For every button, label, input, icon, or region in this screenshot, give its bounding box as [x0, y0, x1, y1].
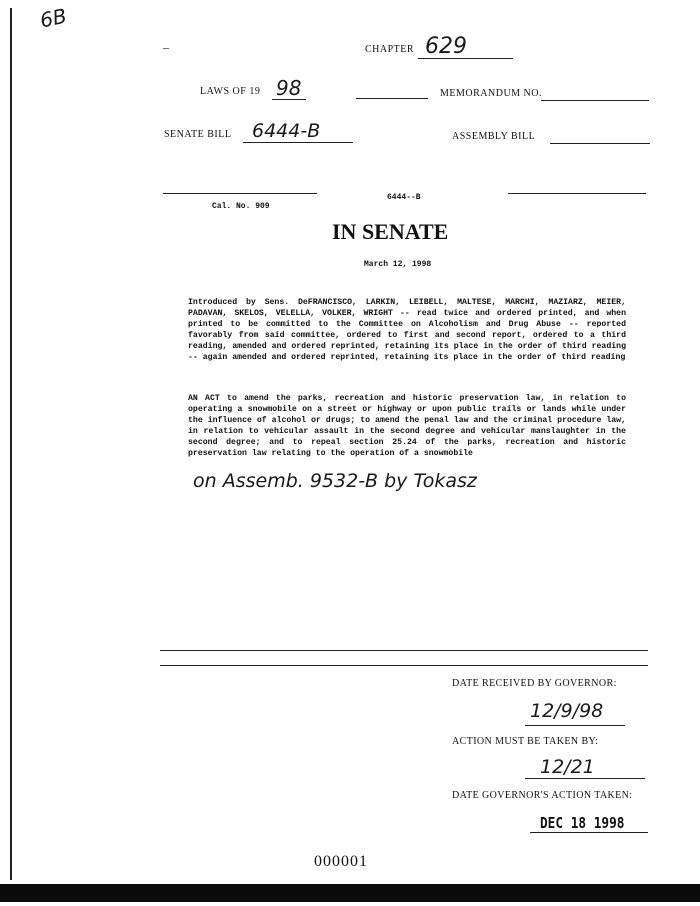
assembly-bill-label: ASSEMBLY BILL [452, 131, 536, 142]
chapter-value: 629 [425, 34, 467, 59]
bottom-rule-2 [160, 665, 648, 666]
bottom-scan-bar [0, 884, 700, 902]
senate-bill-line [243, 142, 353, 143]
received-value: 12/9/98 [530, 700, 604, 722]
action-taken-label: DATE GOVERNOR'S ACTION TAKEN: [452, 790, 633, 801]
action-by-value: 12/21 [540, 756, 595, 778]
senate-bill-value: 6444-B [252, 120, 321, 142]
rule-left [163, 193, 317, 194]
bill-number: 6444--B [387, 193, 421, 202]
house-title: IN SENATE [332, 219, 449, 244]
bill-date: March 12, 1998 [364, 260, 432, 269]
cal-number: Cal. No. 909 [212, 202, 270, 211]
memo-label: MEMORANDUM NO. [440, 88, 543, 99]
page-number: 000001 [314, 853, 368, 870]
action-by-line [525, 778, 645, 779]
action-by-label: ACTION MUST BE TAKEN BY: [452, 736, 599, 747]
laws-label: LAWS OF 19 [200, 86, 261, 97]
action-taken-line [530, 832, 648, 833]
handwritten-assembly-note: on Assemb. 9532-B by Tokasz [193, 470, 477, 492]
chapter-label: CHAPTER [365, 44, 415, 55]
header-dash: – [163, 40, 169, 54]
assembly-bill-line [550, 143, 650, 144]
introduced-paragraph: Introduced by Sens. DeFRANCISCO, LARKIN, LEIBELL, MALTESE, MARCHI, MAZIARZ, MEIER, PADAVAN, SKELOS, VELELLA, VOLKER, WRIGHT -- read twice and ordered printed, and when printed to be committed to the Committee on Alcoholism and Drug Abuse -- reported favorably from said committee, ordered to first and second report, ordered to a third reading, amended and ordered reprinted, retaining its place in the order of third reading -- again amended and ordered reprinted, retaining its place in the order of third reading [188, 298, 626, 362]
memo-line [541, 100, 649, 101]
memo-blank-line [356, 98, 428, 99]
rule-right [508, 193, 646, 194]
senate-bill-label: SENATE BILL [164, 129, 232, 140]
action-taken-value: DEC 18 1998 [540, 814, 625, 832]
received-line [525, 725, 625, 726]
bottom-rule-1 [160, 650, 648, 651]
corner-note: 6B [37, 3, 69, 33]
left-margin-line [10, 8, 12, 880]
received-label: DATE RECEIVED BY GOVERNOR: [452, 678, 617, 689]
laws-value: 98 [276, 76, 302, 100]
act-paragraph: AN ACT to amend the parks, recreation and historic preservation law, in relation to operating a snowmobile on a street or highway or upon public trails or lands while under the influence of alcohol or drugs; to amend the penal law and the criminal procedure law, in relation to vehicular assault in the second degree and vehicular manslaughter in the second degree; and to repeal section 25.24 of the parks, recreation and historic preservation law relating to the operation of a snowmobile [188, 394, 626, 458]
